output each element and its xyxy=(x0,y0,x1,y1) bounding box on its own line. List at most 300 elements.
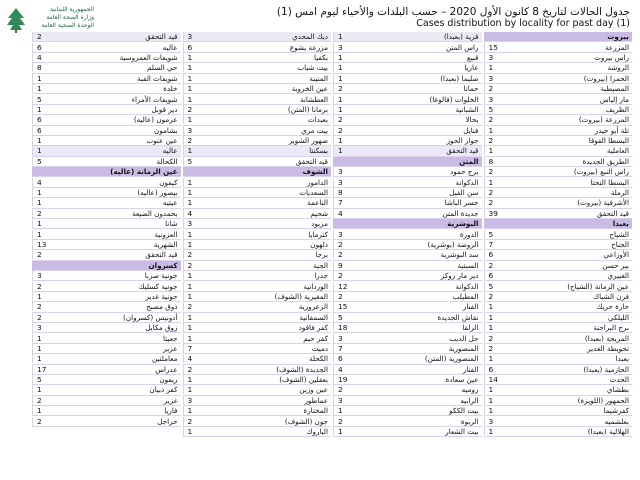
table-row xyxy=(183,157,332,167)
case-count: 15 xyxy=(333,302,363,311)
case-count: 1 xyxy=(183,74,213,83)
case-count: 1 xyxy=(484,427,514,436)
table-row xyxy=(484,313,633,323)
locality-name: الشبانية xyxy=(455,104,479,114)
locality-name: راس المتن xyxy=(445,42,479,52)
table-row xyxy=(333,396,482,406)
locality-name: عين الخروبة xyxy=(291,84,328,94)
table-row xyxy=(32,354,181,364)
table-row xyxy=(32,396,181,406)
table-row xyxy=(32,323,181,333)
locality-name: بعبدا xyxy=(612,219,629,229)
table-row xyxy=(484,146,633,156)
case-count: 1 xyxy=(183,385,213,394)
locality-name: الدورة xyxy=(459,229,479,239)
locality-name: بيت مري xyxy=(301,125,328,135)
table-row xyxy=(183,427,332,437)
table-row xyxy=(333,177,482,187)
table-row xyxy=(183,219,332,229)
case-count: 1 xyxy=(183,84,213,93)
table-row xyxy=(333,302,482,312)
case-count: 2 xyxy=(32,209,62,218)
case-count: 4 xyxy=(32,53,62,62)
case-count: 2 xyxy=(333,292,363,301)
table-column-block xyxy=(183,32,332,480)
locality-name: بعبدات xyxy=(307,115,328,125)
table-row xyxy=(333,94,482,104)
case-count: 3 xyxy=(183,219,213,228)
case-count: 1 xyxy=(183,323,213,332)
logo-line: الجمهورية اللبنانية xyxy=(49,6,94,13)
case-count: 1 xyxy=(183,406,213,415)
locality-name: جوار الحوز xyxy=(446,136,479,146)
page-title-english: Cases distribution by locality for past day (1) xyxy=(416,18,630,29)
case-count: 12 xyxy=(333,282,363,291)
table-row xyxy=(333,261,482,271)
case-count: 2 xyxy=(333,271,363,280)
table-row xyxy=(32,188,181,198)
locality-name: عين وزين xyxy=(299,385,328,395)
case-count: 1 xyxy=(333,406,363,415)
table-row xyxy=(333,167,482,177)
case-count: 1 xyxy=(484,126,514,135)
locality-name: ديك المحدي xyxy=(292,32,328,42)
locality-name: مار إلياس xyxy=(599,94,629,104)
case-count: 1 xyxy=(32,344,62,353)
locality-name: عرمون (عاليه) xyxy=(133,115,178,125)
case-count: 5 xyxy=(183,157,213,166)
locality-name: ذوق مصبح xyxy=(146,302,178,312)
table-row xyxy=(333,375,482,385)
table-row xyxy=(484,198,633,208)
case-count: 1 xyxy=(183,95,213,104)
case-count: 1 xyxy=(32,74,62,83)
case-count: 2 xyxy=(183,417,213,426)
locality-name: المزرعة (بيروت) xyxy=(578,115,629,125)
case-count: 2 xyxy=(32,302,62,311)
locality-name: الربوة xyxy=(460,416,479,426)
case-count: 2 xyxy=(183,136,213,145)
region-header-row xyxy=(484,32,633,42)
table-row xyxy=(484,53,633,63)
case-count: 2 xyxy=(484,188,514,197)
locality-name: حي السلم xyxy=(147,63,178,73)
locality-name: الروضة (بوشرية) xyxy=(427,240,479,249)
table-row xyxy=(333,84,482,94)
case-count: 2 xyxy=(183,105,213,114)
table-row xyxy=(333,53,482,63)
table-column-block xyxy=(484,32,633,480)
case-count: 2 xyxy=(333,417,363,426)
table-row xyxy=(484,344,633,354)
locality-name: كيفون xyxy=(159,177,178,187)
case-count: 1 xyxy=(484,406,514,415)
table-row xyxy=(32,115,181,125)
table-row xyxy=(32,84,181,94)
locality-name: عدراس xyxy=(155,364,178,374)
locality-name: مزبود xyxy=(311,219,328,229)
table-row xyxy=(333,292,482,302)
case-count: 2 xyxy=(32,313,62,322)
locality-name: الرابيه xyxy=(460,395,479,405)
table-row xyxy=(32,302,181,312)
table-row xyxy=(333,209,482,219)
table-row xyxy=(333,229,482,239)
table-row xyxy=(484,74,633,84)
table-row xyxy=(32,53,181,63)
locality-name: عماطور xyxy=(304,395,328,405)
case-count: 1 xyxy=(32,105,62,114)
table-row xyxy=(32,136,181,146)
locality-name: عين الرمانة (الشياح) xyxy=(567,281,629,291)
case-count: 2 xyxy=(32,32,62,41)
case-count: 2 xyxy=(183,365,213,374)
locality-name: عاليه xyxy=(162,42,178,52)
case-count: 4 xyxy=(32,178,62,187)
case-count: 2 xyxy=(484,344,514,353)
locality-name: سد البوشرية xyxy=(440,250,479,260)
locality-name: جونية صربا xyxy=(144,271,178,281)
locality-name: بعبدا xyxy=(615,354,629,364)
table-row xyxy=(333,406,482,416)
locality-name: شويفات الأمراء xyxy=(131,94,178,104)
case-count: 3 xyxy=(484,95,514,104)
locality-name: البسطا التحتا xyxy=(590,177,629,187)
table-row xyxy=(32,94,181,104)
locality-name: الليلكي xyxy=(607,312,629,322)
case-count: 7 xyxy=(484,240,514,249)
table-row xyxy=(333,146,482,156)
locality-name: فنايل xyxy=(463,125,479,135)
locality-name: فرن الشباك xyxy=(593,291,629,301)
table-row xyxy=(183,136,332,146)
table-row xyxy=(333,385,482,395)
table-row xyxy=(484,84,633,94)
table-row xyxy=(333,74,482,84)
table-row xyxy=(333,250,482,260)
case-count: 1 xyxy=(32,406,62,415)
locality-name: الروشة xyxy=(607,63,629,73)
table-row xyxy=(333,188,482,198)
case-count: 2 xyxy=(484,334,514,343)
table-row xyxy=(484,94,633,104)
locality-name: كفر فاقود xyxy=(298,323,328,333)
table-row xyxy=(333,271,482,281)
table-row xyxy=(484,177,633,187)
locality-name: كفر ذبيان xyxy=(149,385,178,395)
locality-name: دير مار روكز xyxy=(440,271,479,281)
case-count: 1 xyxy=(333,427,363,436)
case-count: 1 xyxy=(183,188,213,197)
case-count: 1 xyxy=(32,84,62,93)
table-row xyxy=(183,261,332,271)
locality-name: عين عنوب xyxy=(146,136,178,146)
table-row xyxy=(32,177,181,187)
locality-name: حارة حريك xyxy=(596,302,629,312)
locality-name: العطشانة xyxy=(299,94,328,104)
table-row xyxy=(333,344,482,354)
case-count: 1 xyxy=(183,115,213,124)
case-count: 1 xyxy=(183,313,213,322)
table-row xyxy=(32,313,181,323)
case-count: 1 xyxy=(32,198,62,207)
locality-name: جسر الباشا xyxy=(444,198,479,208)
case-count: 2 xyxy=(32,250,62,259)
region-header-row xyxy=(32,261,181,271)
table-row xyxy=(32,63,181,73)
table-row xyxy=(32,416,181,426)
case-count: 1 xyxy=(32,188,62,197)
locality-name: الجية xyxy=(313,260,328,270)
case-count: 6 xyxy=(484,250,514,259)
table-row xyxy=(183,323,332,333)
table-row xyxy=(484,157,633,167)
table-row xyxy=(32,105,181,115)
case-count: 3 xyxy=(333,334,363,343)
table-row xyxy=(32,146,181,156)
case-count: 4 xyxy=(183,354,213,363)
table-row xyxy=(183,53,332,63)
locality-name: بعقلين (الشوف) xyxy=(279,375,328,385)
table-row xyxy=(484,406,633,416)
case-count: 7 xyxy=(183,344,213,353)
table-row xyxy=(183,74,332,84)
table-row xyxy=(183,281,332,291)
locality-name: المصيطبة xyxy=(600,84,629,94)
logo-text xyxy=(30,6,94,30)
locality-name: راس بيروت xyxy=(594,52,629,62)
table-row xyxy=(333,105,482,115)
locality-name: الشوف xyxy=(302,167,328,177)
table-row xyxy=(333,115,482,125)
table-row xyxy=(484,115,633,125)
page-title-arabic: جدول الحالات لتاريخ 8 كانون الأول 2020 – حسب البلدات والأحياء ليوم امس (1) xyxy=(276,6,630,18)
table-row xyxy=(484,292,633,302)
case-count: 2 xyxy=(333,115,363,124)
locality-name: جون (الشوف) xyxy=(284,416,328,426)
locality-name: عين سعادة xyxy=(445,375,479,385)
table-row xyxy=(333,416,482,426)
table-row xyxy=(183,250,332,260)
case-count: 1 xyxy=(183,63,213,72)
case-count: 1 xyxy=(484,63,514,72)
table-row xyxy=(484,240,633,250)
locality-name: الرملة xyxy=(610,188,629,198)
table-row xyxy=(333,365,482,375)
locality-name: بيت الككو xyxy=(449,406,479,416)
locality-name: تلة أبو حيدر xyxy=(594,125,629,135)
case-count: 19 xyxy=(333,375,363,384)
locality-name: برج البراجنة xyxy=(593,323,629,333)
locality-name: بسكنتا xyxy=(309,146,328,156)
table-row xyxy=(484,375,633,385)
table-row xyxy=(333,198,482,208)
case-count: 8 xyxy=(333,188,363,197)
locality-name: الحمرا (بيروت) xyxy=(583,73,629,83)
locality-name: قيد التحقق xyxy=(596,208,629,218)
case-count: 17 xyxy=(32,365,62,374)
case-count: 1 xyxy=(183,178,213,187)
locality-name: قيد التحقق xyxy=(145,32,178,42)
locality-name: المزرعة xyxy=(605,42,629,52)
locality-name: غزير xyxy=(163,395,178,405)
table-column-block xyxy=(32,32,181,480)
case-count: 1 xyxy=(183,53,213,62)
case-count: 7 xyxy=(333,198,363,207)
case-count: 3 xyxy=(183,396,213,405)
case-count: 2 xyxy=(32,282,62,291)
locality-name: الأشرفية (بيروت) xyxy=(577,198,629,208)
region-header-row xyxy=(183,167,332,177)
case-count: 2 xyxy=(484,261,514,270)
table-row xyxy=(32,198,181,208)
table-row xyxy=(333,42,482,52)
locality-name: الكحالة xyxy=(156,156,178,166)
case-count: 1 xyxy=(183,240,213,249)
locality-name: جعيتا xyxy=(163,333,178,343)
case-count: 3 xyxy=(484,53,514,62)
case-count: 3 xyxy=(183,32,213,41)
locality-name: كفر حيم xyxy=(303,333,328,343)
table-row xyxy=(32,126,181,136)
table-row xyxy=(183,375,332,385)
case-count: 3 xyxy=(333,230,363,239)
locality-name: دلهون xyxy=(310,240,328,249)
locality-name: ريفون xyxy=(159,375,178,385)
case-count: 5 xyxy=(333,313,363,322)
case-count: 1 xyxy=(484,396,514,405)
table-row xyxy=(183,271,332,281)
table-row xyxy=(32,209,181,219)
case-count: 1 xyxy=(183,282,213,291)
table-row xyxy=(333,313,482,323)
table-row xyxy=(32,292,181,302)
case-count: 18 xyxy=(333,323,363,332)
case-count: 1 xyxy=(484,302,514,311)
case-count: 4 xyxy=(333,209,363,218)
table-row xyxy=(183,105,332,115)
locality-name: حراجل xyxy=(157,416,178,426)
table-row xyxy=(32,157,181,167)
table-row xyxy=(32,74,181,84)
case-count: 3 xyxy=(484,74,514,83)
case-count: 8 xyxy=(484,157,514,166)
table-row xyxy=(484,209,633,219)
locality-name: العاملية xyxy=(606,146,629,156)
case-count: 1 xyxy=(333,32,363,41)
table-row xyxy=(32,250,181,260)
locality-name: المنصورية (المتن) xyxy=(424,354,479,364)
locality-name: المنصورية xyxy=(448,343,479,353)
table-row xyxy=(32,281,181,291)
locality-name: جديدة المتن xyxy=(442,208,479,218)
locality-name: الفنار xyxy=(462,364,479,374)
locality-name: بطشاي xyxy=(606,385,629,395)
locality-name: الفنار xyxy=(462,302,479,312)
locality-name: المطيلب xyxy=(452,291,479,301)
case-count: 3 xyxy=(32,323,62,332)
locality-name: الدامور xyxy=(307,177,328,187)
cases-table xyxy=(30,32,632,480)
table-row xyxy=(333,63,482,73)
case-count: 1 xyxy=(32,146,62,155)
locality-name: برج حمود xyxy=(450,167,479,177)
locality-name: بير حسن xyxy=(602,260,629,270)
table-row xyxy=(333,240,482,250)
case-count: 1 xyxy=(32,334,62,343)
case-count: 6 xyxy=(32,126,62,135)
locality-name: العزونية xyxy=(154,229,178,239)
case-count: 1 xyxy=(183,334,213,343)
case-count: 1 xyxy=(183,375,213,384)
locality-name: الدكوانة xyxy=(455,177,479,187)
table-row xyxy=(183,229,332,239)
case-count: 3 xyxy=(333,178,363,187)
locality-name: راس النبع (بيروت) xyxy=(573,167,629,177)
table-row xyxy=(333,126,482,136)
cedar-emblem-icon xyxy=(4,6,28,34)
table-row xyxy=(32,271,181,281)
table-row xyxy=(333,136,482,146)
table-row xyxy=(32,406,181,416)
locality-name: بحمدون الضيعة xyxy=(131,208,178,218)
table-row xyxy=(32,333,181,343)
locality-name: زوق مكايل xyxy=(145,323,178,333)
locality-name: كسروان xyxy=(148,260,178,270)
locality-name: روميه xyxy=(461,385,479,395)
logo-line: وزارة الصحة العامة xyxy=(46,14,94,21)
table-row xyxy=(484,333,633,343)
table-column-block xyxy=(333,32,482,480)
case-count: 6 xyxy=(32,43,62,52)
case-count: 2 xyxy=(183,250,213,259)
table-row xyxy=(183,416,332,426)
table-row xyxy=(333,323,482,333)
table-row xyxy=(32,344,181,354)
locality-name: الطريق الجديدة xyxy=(582,156,629,166)
table-row xyxy=(32,229,181,239)
case-count: 1 xyxy=(484,178,514,187)
table-row xyxy=(484,261,633,271)
locality-name: الكحلة xyxy=(308,354,328,364)
locality-name: بيصور (عاليه) xyxy=(137,188,178,198)
case-count: 1 xyxy=(32,292,62,301)
case-count: 3 xyxy=(183,126,213,135)
locality-name: كترمايا xyxy=(308,229,328,239)
table-row xyxy=(484,229,633,239)
locality-name: الجناح xyxy=(611,240,629,249)
locality-name: قيد التحقق xyxy=(145,250,178,260)
locality-name: تحويطة الغدير xyxy=(587,343,629,353)
case-count: 8 xyxy=(32,63,62,72)
case-count: 2 xyxy=(333,84,363,93)
case-count: 4 xyxy=(183,209,213,218)
table-row xyxy=(183,32,332,42)
table-row xyxy=(484,302,633,312)
locality-name: كفرشيما xyxy=(603,406,629,416)
case-count: 6 xyxy=(183,43,213,52)
case-count: 6 xyxy=(484,365,514,374)
table-row xyxy=(333,427,482,437)
region-header-row xyxy=(484,219,633,229)
case-count: 2 xyxy=(333,240,363,249)
case-count: 1 xyxy=(32,136,62,145)
table-row xyxy=(183,354,332,364)
locality-name: مزرعة يشوع xyxy=(289,42,328,52)
case-count: 5 xyxy=(32,157,62,166)
table-row xyxy=(484,136,633,146)
locality-name: الحدث xyxy=(609,375,629,385)
